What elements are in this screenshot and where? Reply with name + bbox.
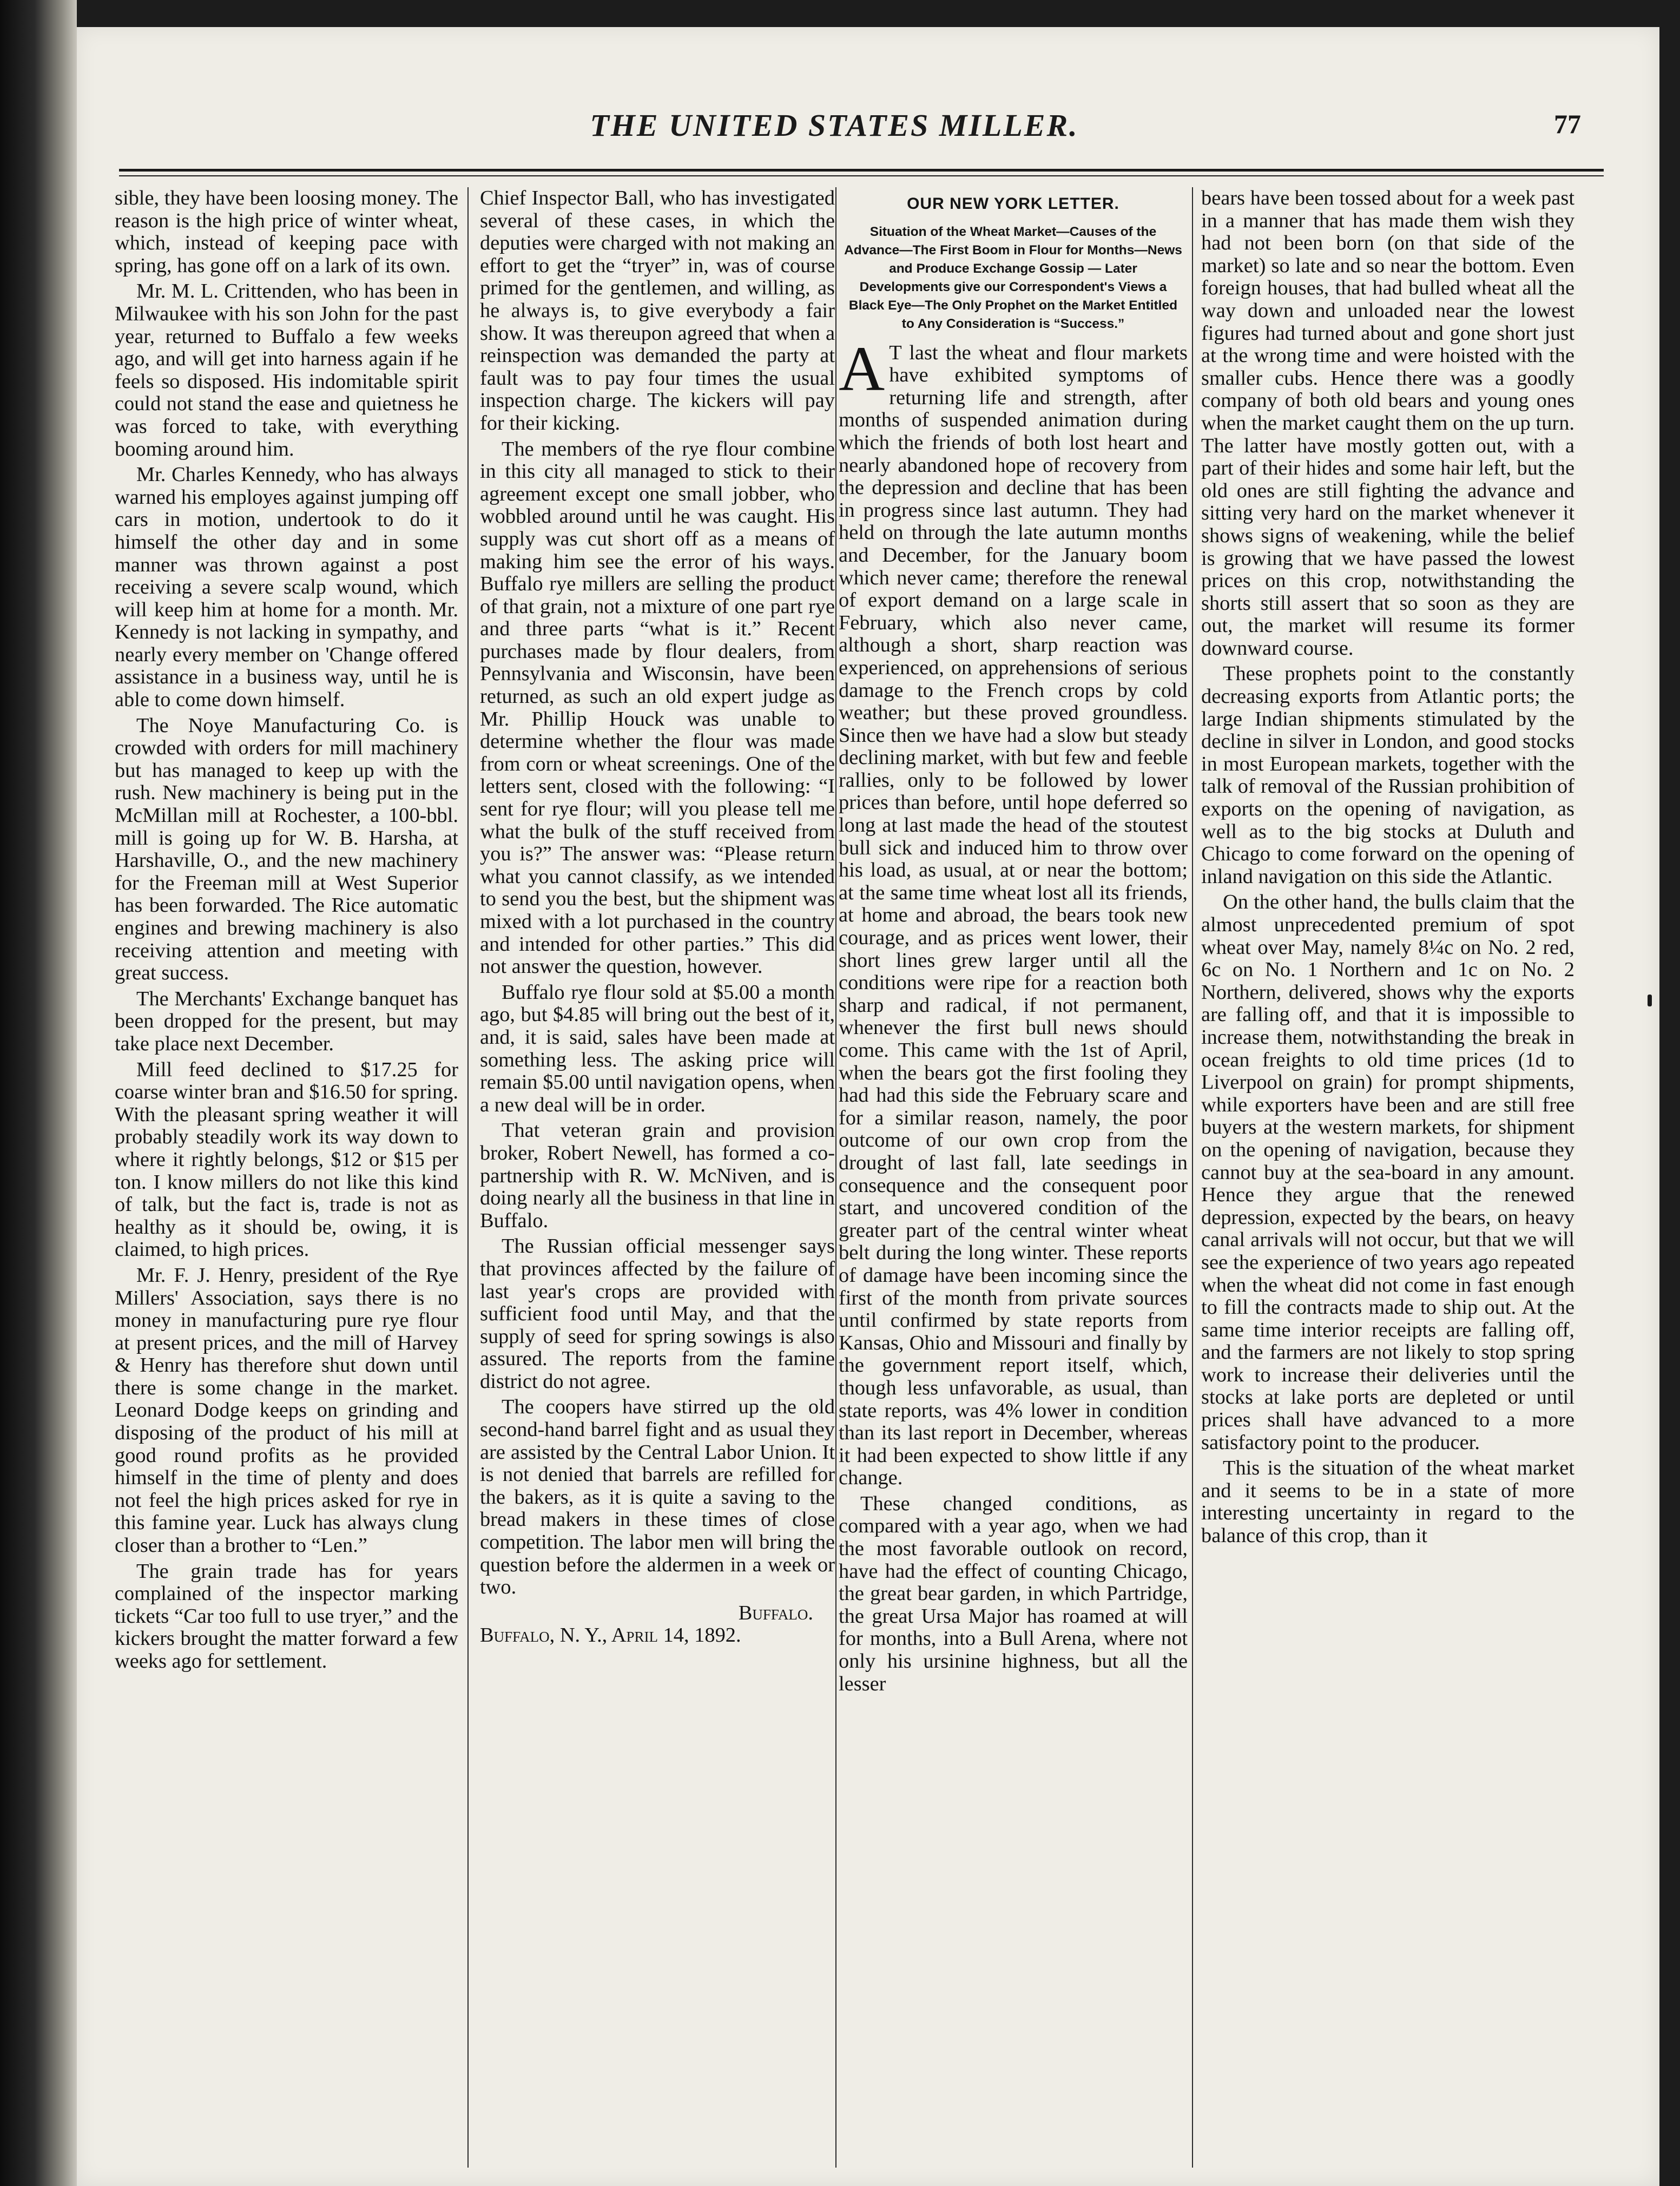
column-1: [115, 187, 458, 2168]
paragraph: Buffalo rye flour sold at $5.00 a month ago, but $4.85 will bring out the best of it, and, it is said, sales have been made at something less. The asking price will remain $5.00 until navigation opens, when a new deal will be in order.: [480, 980, 835, 1116]
paragraph: The coopers have stirred up the old second-hand barrel fight and as usual they are assisted by the Central Labor Union. It is not denied that barrels are refilled for the bakers, as it is quite a saving to the bread makers in these times of close competition. The labor men will bring the question before the aldermen in a week or two.: [480, 1395, 835, 1599]
paragraph: The Russian official messenger says that provinces affected by the failure of last year's crops are provided with sufficient food until May, and that the supply of seed for spring sowings is also assured. The reports from the famine district do not agree.: [480, 1235, 835, 1393]
column-divider: [467, 187, 469, 2168]
column-2: [480, 187, 835, 2168]
header-rule-thin: [119, 175, 1604, 176]
paragraph: These changed conditions, as compared with a year ago, when we had the most favorable outlook on record, have had the effect of counting Chicago, the great bear garden, in which Partridge, the great Ursa Major has roamed at will for months, into a Bull Arena, where not only his ursinine highness, but all the lesser: [839, 1492, 1188, 1695]
article-subhead: Situation of the Wheat Market—Causes of the Advance—The First Boom in Flour for Months—News and Produce Exchange Gossip — Later Developments give our Correspondent's Views a Black Eye—The Only Prophet on the Market Entitled to Any Consideration is “Success.”: [844, 224, 1182, 331]
page-number: 77: [1554, 109, 1581, 139]
paragraph: This is the situation of the wheat market and it seems to be in a state of more interesting uncertainty in regard to the balance of this crop, than it: [1201, 1457, 1574, 1548]
paragraph: Mr. F. J. Henry, president of the Rye Millers' Association, says there is no money in manufacturing pure rye flour at present prices, and the mill of Harvey & Henry has therefore shut down until there is some change in the market. Leonard Dodge keeps on grinding and disposing of the product of his mill at good round profits as he provided himself in the time of plenty and does not feel the high prices asked for rye in this famine year. Luck has always clung closer than a brother to “Len.”: [115, 1263, 458, 1557]
paragraph: Chief Inspector Ball, who has investigated several of these cases, in which the deputies were charged with not making an effort to get the “tryer” in, was of course primed for the gentlemen, and willing, as he always is, to give everybody a fair show. It was thereupon agreed that when a reinspection was demanded the party at fault was to pay four times the usual inspection charge. The kickers will pay for their kicking.: [480, 187, 835, 434]
column-divider: [1192, 187, 1193, 2168]
newspaper-page: [77, 27, 1659, 2186]
drop-cap: A: [839, 333, 885, 404]
paragraph: The Noye Manufacturing Co. is crowded with orders for mill machinery but has managed to keep up with the rush. New machinery is being put in the McMillan mill at Rochester, a 100-bbl. mill is going up for W. B. Harsha, at Harshaville, O., and the new machinery for the Freeman mill at West Superior has been forwarded. The Rice automatic engines and brewing machinery is also receiving attention and meeting with great success.: [115, 714, 458, 985]
paragraph: sible, they have been loosing money. The reason is the high price of winter wheat, which, instead of keeping pace with spring, has gone off on a lark of its own.: [115, 187, 458, 277]
paragraph: The Merchants' Exchange banquet has been dropped for the present, but may take place next December.: [115, 987, 458, 1055]
paragraph: The members of the rye flour combine in this city all managed to stick to their agreement except one small jobber, who wobbled around until he was caught. His supply was cut short off as a means of making him see the error of his ways. Buffalo rye millers are selling the product of that grain, not a mixture of one part rye and three parts “what is it.” Recent purchases made by flour dealers, from Pennsylvania and Wisconsin, have been returned, as such an old expert judge as Mr. Phillip Houck was unable to determine whether the flour was made from corn or wheat screenings. One of the letters sent, closed with the following: “I sent for rye flour; will you please tell me what the bulk of the stuff received from you is?” The answer was: “Please return what you cannot classify, as we intended to send you the best, but the shipment was mixed with a lot purchased in the country and intended for other parties.” This did not answer the question, however.: [480, 437, 835, 978]
column-3: [839, 187, 1188, 2168]
column-divider: [835, 187, 836, 2168]
dateline: Buffalo, N. Y., April 14, 1892.: [480, 1624, 741, 1647]
page-edge-mark: [1648, 995, 1652, 1006]
lede-text: T last the wheat and flour markets have exhibited symptoms of returning life and strength, after months of suspended animation during which the friends of both lost heart and nearly abandoned hope of recovery from the depression and decline that has been in progress since last autumn. They had held on through the late autumn months and December, for the January boom which never came; therefore the renewal of export demand on a large scale in February, which also never came, although a short, sharp reaction was experienced, on apprehensions of serious damage to the French crops by cold weather; but these proved groundless. Since then we have had a slow but steady declining market, with but few and feeble rallies, only to be followed by lower prices than before, until hope deferred so long at last made the head of the stoutest bull sick and induced him to throw over his load, as usual, at or near the bottom; at the same time wheat lost all its friends, at home and abroad, the bears took new courage, and as prices went lower, their short lines grew larger until all the conditions were ripe for a reaction both sharp and radical, if not permanent, whenever the first bull news should come. This came with the 1st of April, when the bears got the first fooling they had had this side the February scare and for a similar reason, namely, the poor outcome of our own crop from the drought of last fall, late seedings in consequence and the consequent poor start, and uncovered condition of the greater part of the central winter wheat belt during the long winter. These reports of damage have been incoming since the first of the month from private sources until confirmed by state reports from Kansas, Ohio and Missouri and finally by the government report itself, which, though less unfavorable, as usual, than state reports, was 4% lower in condition than its last report in December, whereas it had been expected to show little if any change.: [839, 341, 1188, 1490]
paragraph: Mill feed declined to $17.25 for coarse winter bran and $16.50 for spring. With the pleasant spring weather it will probably steadily work its way down to where it rightly belongs, $12 or $15 per ton. I know millers do not like this kind of talk, but the fact is, trade is not as healthy as it should be, owing, it is claimed, to high prices.: [115, 1058, 458, 1261]
header-rule: [119, 169, 1604, 172]
column-4: [1201, 187, 1574, 2168]
paragraph: Mr. M. L. Crittenden, who has been in Milwaukee with his son John for the past year, returned to Buffalo a few weeks ago, and will get into harness again if he feels so disposed. His indomitable spirit could not stand the ease and quietness he was forced to take, with everything booming around him.: [115, 280, 458, 460]
paragraph: That veteran grain and provision broker, Robert Newell, has formed a co-partnership with R. W. McNiven, and is doing nearly all the business in that line in Buffalo.: [480, 1119, 835, 1232]
paragraph: The grain trade has for years complained of the inspector marking tickets “Car too full to use tryer,” and the kickers brought the matter forward a few weeks ago for settlement.: [115, 1559, 458, 1673]
article-heading: OUR NEW YORK LETTER.: [907, 195, 1119, 213]
signoff: Buffalo.: [738, 1601, 813, 1624]
binding-shadow: [0, 0, 77, 2186]
paragraph: Mr. Charles Kennedy, who has always warned his employes against jumping off cars in motion, undertook to do it himself the other day and in some manner was thrown against a post receiving a severe scalp wound, which will keep him at home for a month. Mr. Kennedy is not lacking in sympathy, and nearly every member on 'Change offered assistance in a business way, until he is able to come down himself.: [115, 463, 458, 712]
page-header-title: THE UNITED STATES MILLER.: [590, 108, 1079, 143]
paragraph: On the other hand, the bulls claim that the almost unprecedented premium of spot wheat over May, namely 8¼c on No. 2 red, 6c on No. 1 Northern and 1c on No. 2 Northern, delivered, shows why the exports are falling off, and that it is impossible to increase them, notwithstanding the break in ocean freights to old time prices (1d to Liverpool on grain) for prompt shipments, while exporters have been and are still free buyers at the western markets, for shipment on the opening of navigation, because they cannot buy at the sea-board in any amount. Hence they argue that the renewed depression, expected by the bears, on heavy canal arrivals will not occur, but that we will see the experience of two years ago repeated when the wheat did not come in fast enough to fill the contracts made to ship out. At the same time interior receipts are falling off, and the farmers are not likely to stop spring work to increase their deliveries until the stocks at lake ports are depleted or until prices shall have advanced to a more satisfactory point to the producer.: [1201, 891, 1574, 1454]
paragraph: bears have been tossed about for a week past in a manner that has made them wish they had not been born (on that side of the market) so late and so near the bottom. Even foreign houses, that had bulled wheat all the way down and unloaded near the lowest figures had turned about and gone short just at the wrong time and were hoisted with the smaller cubs. Hence there was a goodly company of both old bears and young ones when the market caught them on the up turn. The latter have mostly gotten out, with a part of their hides and some hair left, but the old ones are still fighting the advance and sitting very hard on the market whenever it shows signs of weakening, while the belief is growing that we have passed the lowest prices on this crop, notwithstanding the shorts still assert that so soon as they are out, the market will resume its former downward course.: [1201, 187, 1574, 660]
paragraph: These prophets point to the constantly decreasing exports from Atlantic ports; the large Indian shipments stimulated by the decline in silver in London, and good stocks in most European markets, together with the talk of removal of the Russian prohibition of exports on the opening of navigation, as well as to the big stocks at Duluth and Chicago to come forward on the opening of inland navigation on this side the Atlantic.: [1201, 662, 1574, 888]
lede-paragraph: [839, 333, 1188, 1490]
